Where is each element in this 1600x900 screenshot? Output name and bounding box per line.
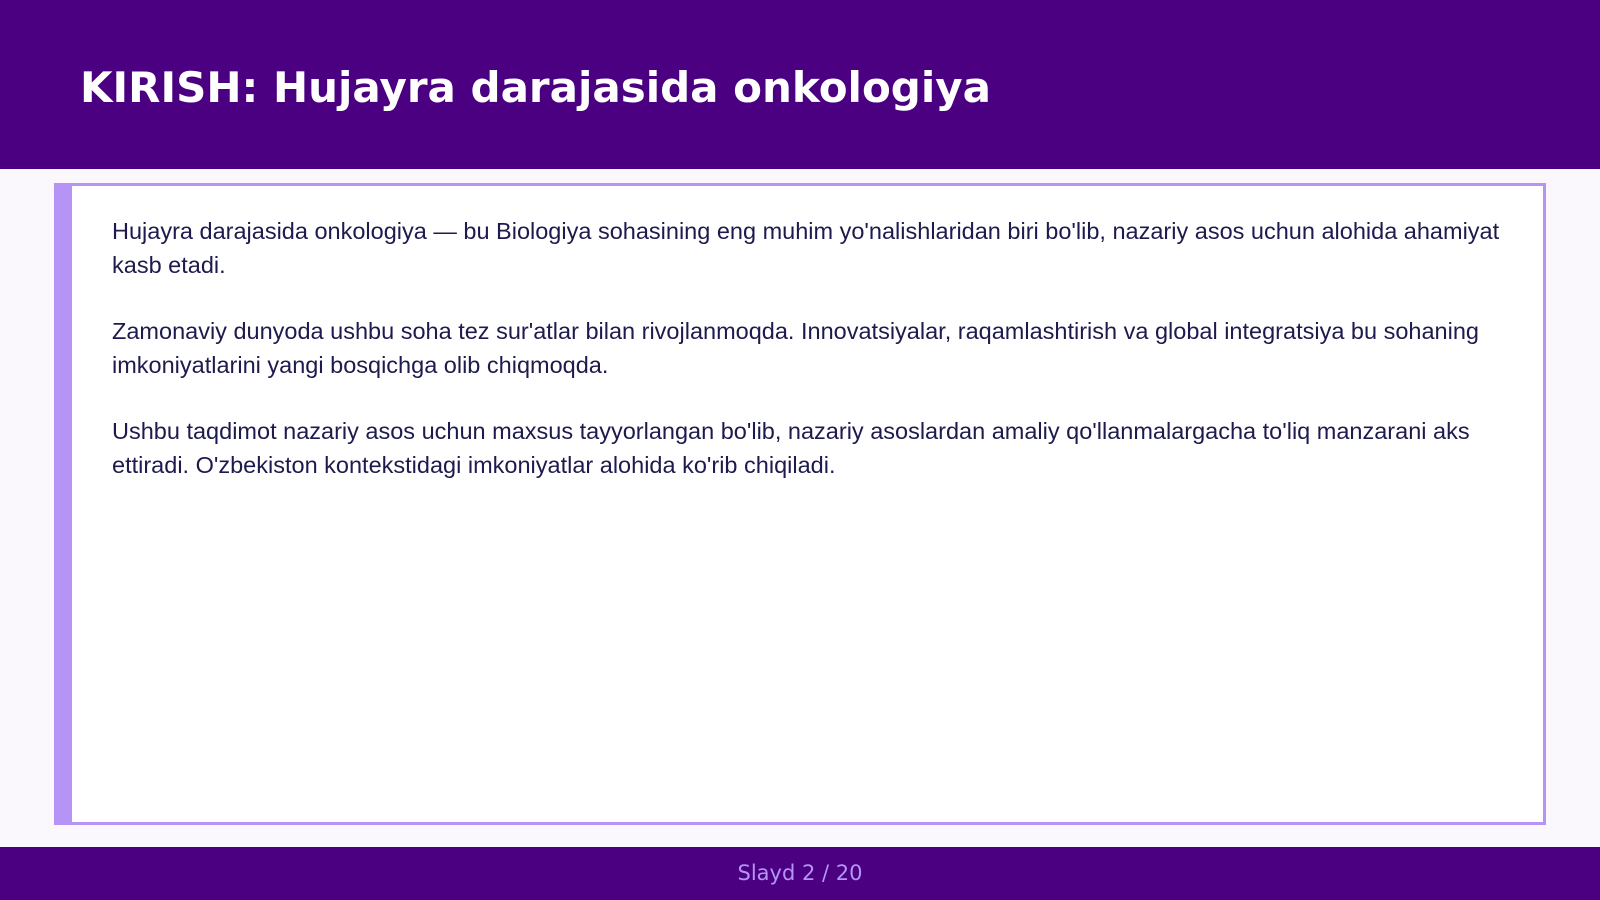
paragraph-3: Ushbu taqdimot nazariy asos uchun maxsus tayyorlangan bo'lib, nazariy asoslardan amaliy qo'llanmalargacha to'liq manzarani aks ettiradi. O'zbekiston kontekstidagi imkoniyatlar alohida ko'rib chiqiladi. bbox=[112, 418, 1470, 478]
paragraph-2: Zamonaviy dunyoda ushbu soha tez sur'atlar bilan rivojlanmoqda. Innovatsiyalar, raqamlashtirish va global integratsiya bu sohaning imkoniyatlarini yangi bosqichga olib chiqmoqda. bbox=[112, 318, 1479, 378]
slide-header bbox=[0, 0, 1600, 169]
slide-title: KIRISH: Hujayra darajasida onkologiya bbox=[80, 63, 991, 112]
content-card bbox=[54, 183, 1546, 825]
slide-number: Slayd 2 / 20 bbox=[737, 861, 863, 885]
paragraph-1: Hujayra darajasida onkologiya — bu Biologiya sohasining eng muhim yo'nalishlaridan biri bo'lib, nazariy asos uchun alohida ahamiyat kasb etadi. bbox=[112, 218, 1500, 278]
slide-footer bbox=[0, 847, 1600, 900]
body-text bbox=[112, 214, 1512, 514]
